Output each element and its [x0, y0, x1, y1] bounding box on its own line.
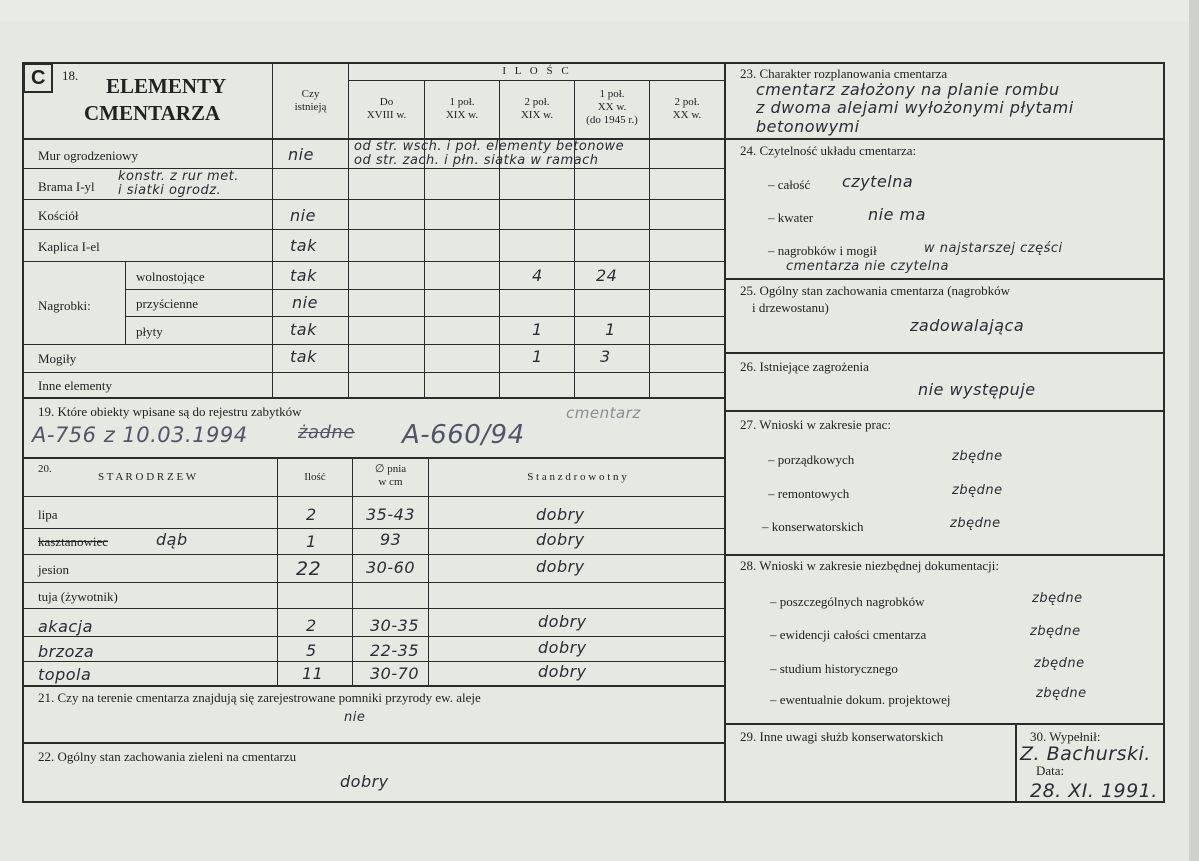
- tree-health: dobry: [536, 505, 585, 524]
- row-nagrobki: Nagrobki:: [38, 298, 91, 313]
- tree-health: dobry: [536, 557, 585, 576]
- q25-label-1: 25. Ogólny stan zachowania cmentarza (nagrobków: [740, 283, 1011, 298]
- q22-value: dobry: [340, 772, 389, 791]
- row-kosciol: Kościół: [38, 208, 79, 223]
- card-right-edge: [1189, 0, 1199, 861]
- q27-label: 27. Wnioski w zakresie prac:: [740, 417, 892, 432]
- q27-porzadkowych: – porządkowych: [768, 452, 855, 467]
- tree-diameter: 30-60: [366, 558, 415, 577]
- q22-label: 22. Ogólny stan zachowania zieleni na cmentarzu: [38, 749, 297, 764]
- q30-date: 28. XI. 1991.: [1030, 780, 1158, 802]
- col-xviii: Do XVIII w.: [366, 96, 407, 121]
- q20-pnia: ∅ pnia w cm: [374, 463, 407, 488]
- kosciol-value: nie: [290, 206, 316, 225]
- q24-nagrobkow: – nagrobków i mogił: [768, 243, 877, 258]
- q24-calosc: – całość: [768, 177, 811, 192]
- col-2-xix: 2 poł. XIX w.: [520, 96, 554, 121]
- q20-title: S T A R O D R Z E W: [98, 471, 197, 483]
- tree-name: kasztanowiec: [38, 534, 109, 549]
- tree-diameter: 30-70: [370, 664, 419, 683]
- q21-label: 21. Czy na terenie cmentarza znajdują się zarejestrowane pomniki przyrody ew. aleje: [38, 690, 481, 705]
- kaplica-value: tak: [290, 236, 317, 255]
- col-1-xx: 1 poł. XX w. (do 1945 r.): [586, 88, 638, 126]
- col-ilosc: I L O Ś C: [502, 65, 572, 77]
- q23-value-2: z dwoma alejami wyłożonymi płytami: [756, 98, 1074, 117]
- q23-label: 23. Charakter rozplanowania cmentarza: [740, 66, 948, 81]
- tree-health: dobry: [538, 612, 587, 631]
- brama-note-2: i siatki ogrodz.: [118, 183, 222, 198]
- q27-konserwatorskich: – konserwatorskich: [762, 519, 864, 534]
- tree-name: topola: [38, 665, 92, 684]
- tree-diameter: 35-43: [366, 505, 415, 524]
- tree-qty: 2: [306, 616, 317, 635]
- q25-label-2: i drzewostanu): [752, 300, 829, 315]
- q19-value-2: żadne: [298, 422, 355, 443]
- section-title-2: CMENTARZA: [84, 101, 221, 125]
- q28-ewidencji: – ewidencji całości cmentarza: [770, 627, 927, 642]
- q20-ilosc: Ilość: [304, 471, 326, 483]
- q30-name: Z. Bachurski.: [1020, 743, 1151, 765]
- q28-studium-value: zbędne: [1034, 656, 1085, 671]
- q28-nagrobkow-value: zbędne: [1032, 591, 1083, 606]
- q24-label: 24. Czytelność układu cmentarza:: [740, 143, 917, 158]
- col-1-xix: 1 poł. XIX w.: [445, 96, 479, 121]
- row-przyscienne: przyścienne: [136, 296, 199, 311]
- q28-nagrobkow: – poszczególnych nagrobków: [770, 594, 925, 609]
- q20-num: 20.: [38, 463, 52, 475]
- plyty-value: tak: [290, 320, 317, 339]
- section-letter: C: [31, 67, 46, 89]
- q24-calosc-value: czytelna: [842, 172, 914, 191]
- q19-label: 19. Które obiekty wpisane są do rejestru zabytków: [38, 404, 302, 419]
- section-title-1: ELEMENTY: [106, 74, 227, 98]
- tree-name: jesion: [38, 562, 70, 577]
- q29-label: 29. Inne uwagi służb konserwatorskich: [740, 729, 944, 744]
- q20-stan: S t a n z d r o w o t n y: [527, 471, 627, 483]
- q21-value: nie: [344, 710, 366, 725]
- tree-qty: 5: [306, 641, 317, 660]
- tree-health: dobry: [536, 530, 585, 549]
- tree-qty: 2: [306, 505, 317, 524]
- wolnostojace-2-xix: 4: [532, 266, 543, 285]
- plyty-2-xix: 1: [532, 320, 543, 339]
- card-top-edge: [0, 0, 1199, 22]
- tree-name-alt: dąb: [156, 530, 188, 549]
- przyscienne-value: nie: [292, 293, 318, 312]
- q26-label: 26. Istniejące zagrożenia: [740, 359, 869, 374]
- mogily-2-xix: 1: [532, 347, 543, 366]
- row-kaplica: Kaplica I-el: [38, 239, 100, 254]
- q28-studium: – studium historycznego: [770, 661, 898, 676]
- q28-projektowej: – ewentualnie dokum. projektowej: [770, 692, 951, 707]
- q19-value-1: A-756 z 10.03.1994: [32, 423, 248, 447]
- brama-note-1: konstr. z rur met.: [118, 169, 239, 184]
- tree-health: dobry: [538, 638, 587, 657]
- plyty-1-xx: 1: [605, 320, 616, 339]
- q27-konserwatorskich-value: zbędne: [950, 516, 1001, 531]
- q19-value-4: cmentarz: [566, 404, 641, 422]
- mur-note-2: od str. zach. i płn. siatka w ramach: [354, 153, 599, 168]
- q24-kwater: – kwater: [768, 210, 814, 225]
- tree-name: lipa: [38, 507, 58, 522]
- mur-note-1: od str. wsch. i poł. elementy betonowe: [354, 139, 625, 154]
- tree-diameter: 93: [380, 530, 402, 549]
- q27-porzadkowych-value: zbędne: [952, 449, 1003, 464]
- row-inne: Inne elementy: [38, 378, 112, 393]
- col-exists: Czy istnieją: [294, 88, 327, 113]
- tree-name: brzoza: [38, 642, 95, 661]
- section-18-num: 18.: [62, 68, 79, 83]
- q28-label: 28. Wnioski w zakresie niezbędnej dokumentacji:: [740, 558, 999, 573]
- row-mur: Mur ogrodzeniowy: [38, 148, 139, 163]
- col-2-xx: 2 poł. XX w.: [672, 96, 702, 121]
- q30-date-label: Data:: [1036, 763, 1065, 778]
- mogily-1-xx: 3: [600, 347, 611, 366]
- wolnostojace-value: tak: [290, 266, 317, 285]
- q28-ewidencji-value: zbędne: [1030, 624, 1081, 639]
- q24-kwater-value: nie ma: [868, 205, 926, 224]
- q23-value-1: cmentarz założony na planie rombu: [756, 80, 1060, 99]
- q30-label: 30. Wypełnił:: [1030, 729, 1101, 744]
- q19-value-3: A-660/94: [402, 420, 525, 450]
- q27-remontowych: – remontowych: [768, 486, 850, 501]
- tree-health: dobry: [538, 662, 587, 681]
- mogily-value: tak: [290, 347, 317, 366]
- tree-qty: 22: [296, 558, 322, 580]
- tree-diameter: 30-35: [370, 616, 419, 635]
- q23-value-3: betonowymi: [756, 117, 860, 136]
- tree-name: akacja: [38, 617, 93, 636]
- row-mogily: Mogiły: [38, 351, 77, 366]
- q28-projektowej-value: zbędne: [1036, 686, 1087, 701]
- q26-value: nie występuje: [918, 380, 1036, 399]
- mur-value: nie: [288, 145, 314, 164]
- q24-nagrobkow-value-2: cmentarza nie czytelna: [786, 259, 949, 274]
- row-wolnostojace: wolnostojące: [136, 269, 205, 284]
- tree-qty: 1: [306, 532, 317, 551]
- q24-nagrobkow-value-1: w najstarszej części: [924, 241, 1063, 256]
- tree-qty: 11: [302, 664, 324, 683]
- tree-name: tuja (żywotnik): [38, 589, 118, 604]
- wolnostojace-1-xx: 24: [596, 266, 618, 285]
- q25-value: zadowalająca: [910, 316, 1025, 335]
- row-plyty: płyty: [136, 324, 163, 339]
- row-brama: Brama I-yl: [38, 179, 95, 194]
- q27-remontowych-value: zbędne: [952, 483, 1003, 498]
- tree-diameter: 22-35: [370, 641, 419, 660]
